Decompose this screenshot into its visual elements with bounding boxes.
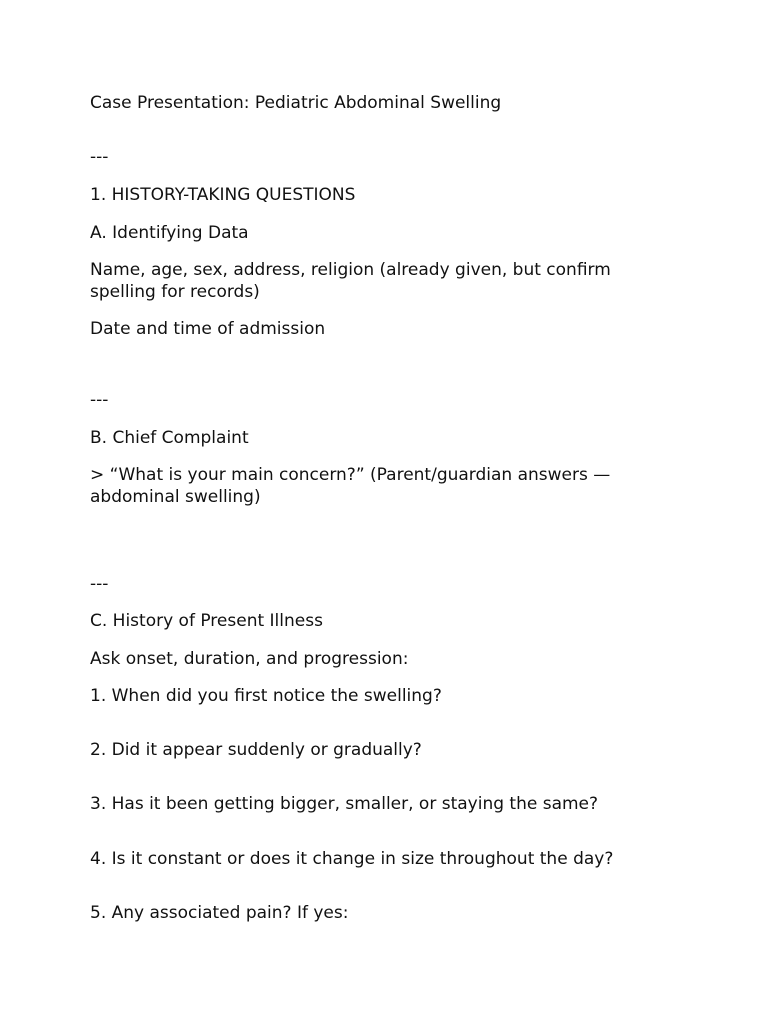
divider: --- — [90, 147, 109, 167]
chief-complaint-quote: > “What is your main concern?” (Parent/guardian answers — abdominal swelling) — [90, 465, 611, 507]
subheading-identifying-data: A. Identifying Data — [90, 223, 249, 243]
list-item: 4. Is it constant or does it change in size throughout the day? — [90, 849, 614, 869]
identifying-item-admission: Date and time of admission — [90, 319, 326, 339]
list-item: 1. When did you first notice the swelling? — [90, 686, 442, 706]
subheading-chief-complaint: B. Chief Complaint — [90, 428, 249, 448]
list-item: 3. Has it been getting bigger, smaller, or staying the same? — [90, 794, 599, 814]
list-item: 2. Did it appear suddenly or gradually? — [90, 740, 422, 760]
present-illness-intro: Ask onset, duration, and progression: — [90, 649, 409, 669]
divider: --- — [90, 574, 109, 594]
subheading-present-illness: C. History of Present Illness — [90, 611, 323, 631]
list-item: 5. Any associated pain? If yes: — [90, 903, 349, 923]
identifying-item-name-age: Name, age, sex, address, religion (already given, but confirm spelling for records) — [90, 260, 611, 302]
divider: --- — [90, 390, 109, 410]
document-title: Case Presentation: Pediatric Abdominal Swelling — [90, 93, 502, 113]
section-heading-history-taking: 1. HISTORY-TAKING QUESTIONS — [90, 185, 356, 205]
